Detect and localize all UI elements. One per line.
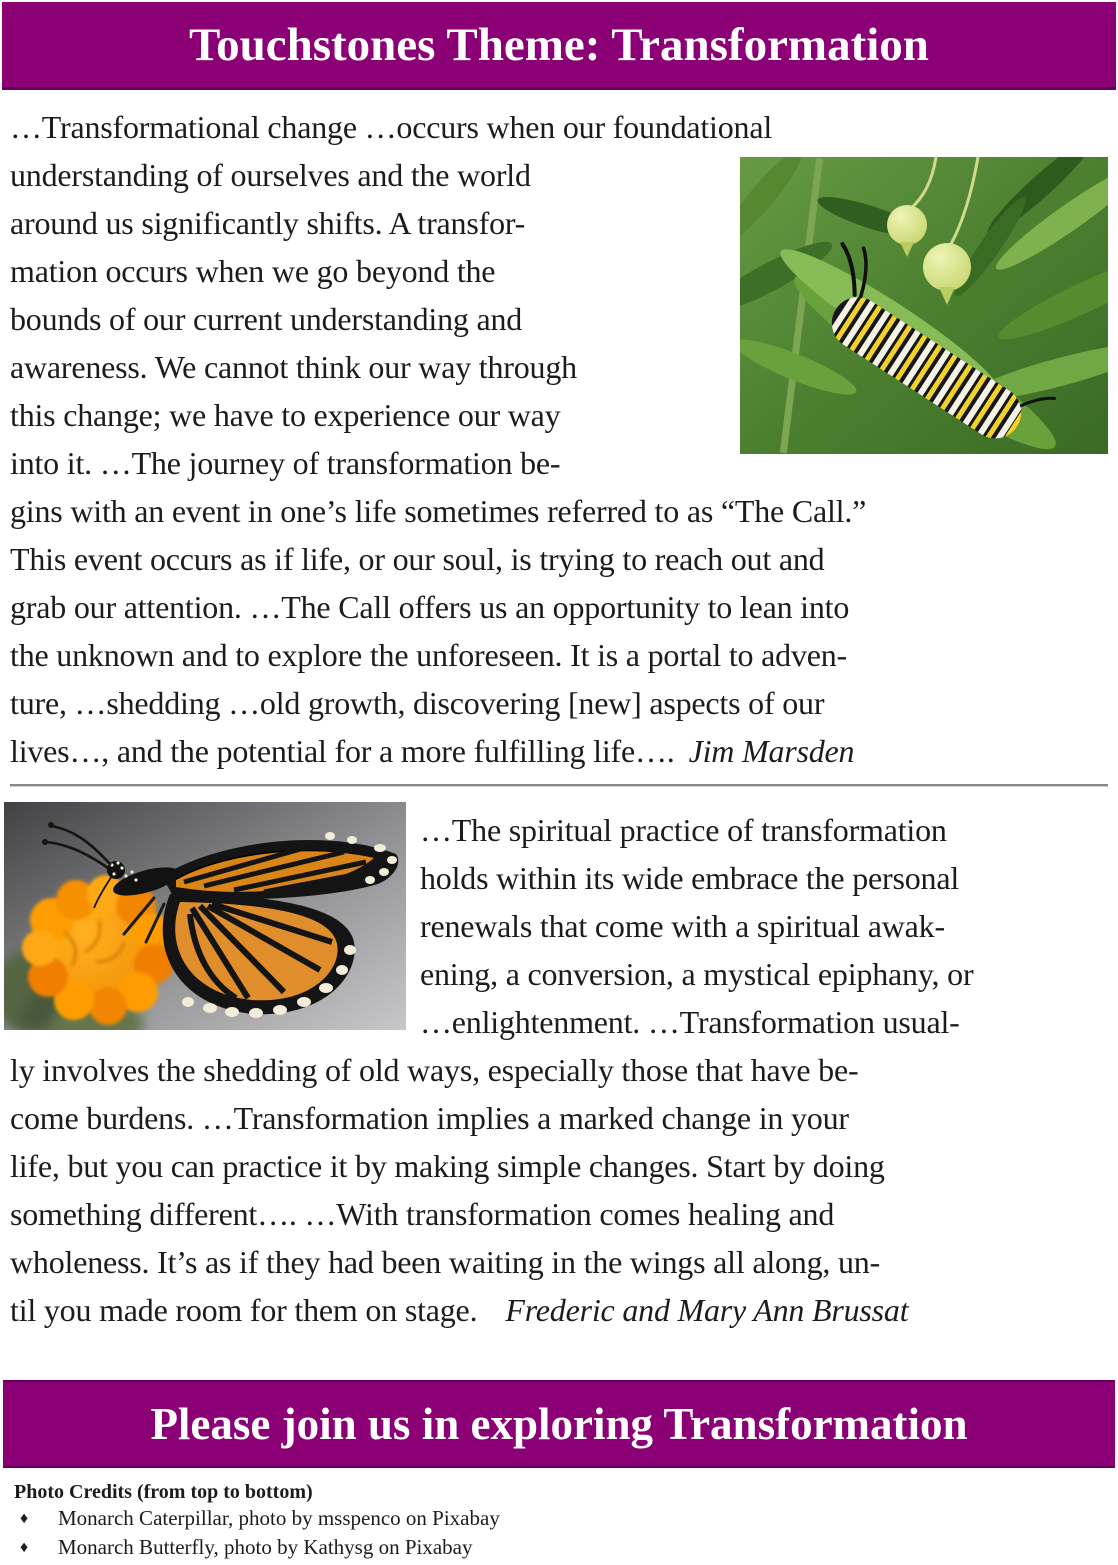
paragraph-line: around us significantly shifts. A transfor- — [10, 205, 526, 241]
flyer-page — [0, 2, 1118, 1562]
paragraph-line: til you made room for them on stage. Frederic and Mary Ann Brussat — [10, 1292, 909, 1328]
footer-banner-title: Please join us in exploring Transformation — [150, 1399, 968, 1449]
paragraph-line: ture, …shedding …old growth, discovering [new] aspects of our — [10, 685, 825, 721]
paragraph-line: renewals that come with a spiritual awak- — [420, 908, 945, 944]
section-transformational-change — [10, 103, 1108, 775]
article-body — [0, 90, 1118, 1334]
page-title: Touchstones Theme: Transformation — [189, 18, 929, 71]
credit-item-caterpillar — [14, 1504, 1108, 1533]
paragraph-line: gins with an event in one’s life sometimes referred to as “The Call.” — [10, 493, 867, 529]
paragraph-line: This event occurs as if life, or our soul, is trying to reach out and — [10, 541, 825, 577]
paragraph-line: come burdens. …Transformation implies a marked change in your — [10, 1100, 849, 1136]
paragraph-line: lives…, and the potential for a more fulfilling life…. Jim Marsden — [10, 733, 855, 769]
paragraph-line: life, but you can practice it by making simple changes. Start by doing — [10, 1148, 885, 1184]
paragraph-line: the unknown and to explore the unforeseen. It is a portal to adven- — [10, 637, 848, 673]
credit-text: Monarch Butterfly, photo by Kathysg on Pixabay — [58, 1535, 473, 1559]
photo-credits — [0, 1468, 1118, 1562]
monarch-caterpillar-photo — [740, 157, 1108, 454]
paragraph-line: mation occurs when we go beyond the — [10, 253, 496, 289]
paragraph-line: awareness. We cannot think our way through — [10, 349, 577, 385]
diamond-bullet-icon: ♦ — [20, 1539, 29, 1556]
paragraph-line: …enlightenment. …Transformation usual- — [420, 1004, 960, 1040]
paragraph-line: ly involves the shedding of old ways, especially those that have be- — [10, 1052, 859, 1088]
paragraph-line: something different…. …With transformation comes healing and — [10, 1196, 835, 1232]
paragraph-line: …The spiritual practice of transformation — [420, 812, 947, 848]
footer-banner — [3, 1380, 1115, 1468]
paragraph-line: wholeness. It’s as if they had been waiting in the wings all along, un- — [10, 1244, 881, 1280]
diamond-bullet-icon: ♦ — [20, 1510, 29, 1527]
attribution-brussat: Frederic and Mary Ann Brussat — [505, 1292, 909, 1328]
paragraph-line: into it. …The journey of transformation be- — [10, 445, 561, 481]
paragraph-line: grab our attention. …The Call offers us an opportunity to lean into — [10, 589, 850, 625]
paragraph-line: ening, a conversion, a mystical epiphany, or — [420, 956, 974, 992]
paragraph-line: understanding of ourselves and the world — [10, 157, 531, 193]
paragraph-line: bounds of our current understanding and — [10, 301, 523, 337]
credit-item-butterfly — [14, 1533, 1108, 1562]
photo-credits-heading: Photo Credits (from top to bottom) — [14, 1481, 313, 1503]
paragraph-line: this change; we have to experience our way — [10, 397, 561, 433]
monarch-butterfly-photo — [4, 802, 406, 1030]
section-spiritual-practice — [10, 796, 1108, 1334]
header-banner — [2, 2, 1116, 90]
paragraph-line: …Transformational change …occurs when our foundational — [10, 109, 773, 145]
paragraph-line: holds within its wide embrace the personal — [420, 860, 960, 896]
attribution-jim-marsden: Jim Marsden — [688, 733, 855, 769]
credit-text: Monarch Caterpillar, photo by msspenco on Pixabay — [58, 1506, 500, 1530]
section-divider — [10, 784, 1108, 787]
